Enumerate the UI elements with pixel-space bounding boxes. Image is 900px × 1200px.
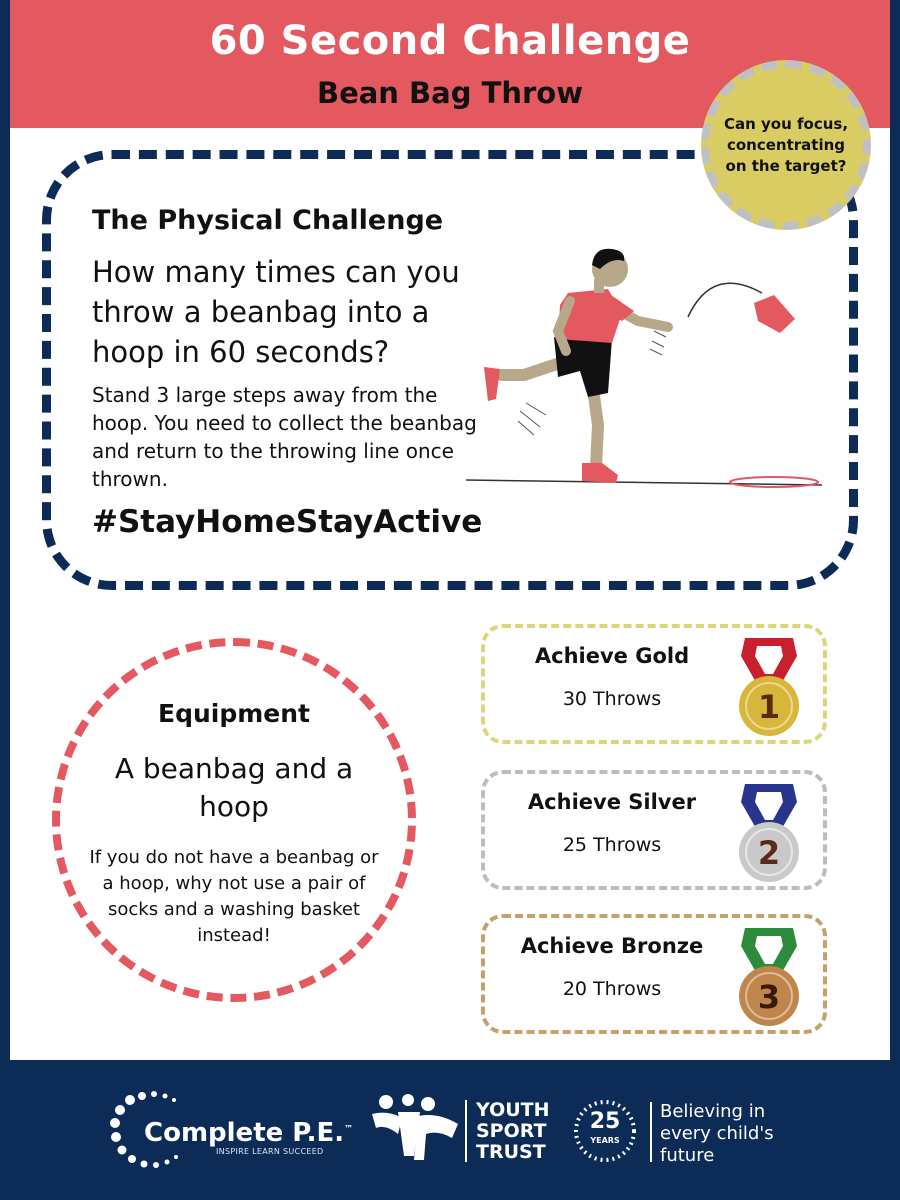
silver-medal-icon — [735, 784, 803, 886]
anniversary-number: 25 — [589, 1109, 621, 1134]
back-shoe — [484, 367, 500, 401]
equipment-items: A beanbag and a hoop — [114, 752, 354, 823]
gold-medal-card — [481, 624, 827, 744]
bronze-medal-card — [481, 914, 827, 1034]
medal-title: Achieve Silver — [527, 790, 697, 814]
hashtag: #StayHomeStayActive — [92, 504, 483, 540]
focus-badge-text: Can you focus, concentrating on the target? — [723, 114, 849, 175]
page-title: 60 Second Challenge — [209, 18, 691, 64]
front-shoe — [582, 463, 618, 483]
medal-throws: 30 Throws — [562, 688, 662, 710]
left-navy-border — [0, 0, 10, 1060]
medal-title: Achieve Bronze — [520, 934, 704, 958]
medal-throws: 20 Throws — [562, 978, 662, 1000]
leg-motion-lines — [518, 403, 546, 435]
child-throwing-illustration — [462, 235, 842, 495]
silver-medal-card — [481, 770, 827, 890]
throw-arc — [688, 283, 762, 317]
challenge-instructions: Stand 3 large steps away from the hoop. You need to collect the beanbag and return to the throwing line once thrown. — [92, 383, 477, 491]
beanbag-icon — [754, 295, 795, 333]
challenge-question: How many times can you throw a beanbag into a hoop in 60 seconds? — [92, 255, 460, 369]
complete-pe-tagline: INSPIRE LEARN SUCCEED — [216, 1147, 324, 1156]
floor-line — [466, 480, 822, 485]
right-navy-border — [890, 0, 900, 1060]
hand-motion-lines — [650, 331, 666, 355]
equipment-note: If you do not have a beanbag or a hoop, why not use a pair of socks and a washing basket instead! — [89, 847, 379, 946]
svg-text:1: 1 — [757, 688, 781, 726]
anniversary-label: YEARS — [590, 1136, 620, 1145]
focus-badge — [701, 60, 871, 230]
svg-text:2: 2 — [757, 834, 781, 872]
complete-pe-name: Complete P.E.™ — [144, 1118, 354, 1148]
tagline-divider — [650, 1102, 652, 1162]
youth-sport-trust-name: YOUTH SPORT TRUST — [476, 1099, 550, 1163]
hoop-icon — [730, 477, 818, 487]
bronze-medal-icon — [735, 928, 803, 1030]
yst-divider — [465, 1100, 467, 1162]
footer-tagline: Believing in every child's future — [660, 1101, 774, 1166]
medal-throws: 25 Throws — [562, 834, 662, 856]
medal-title: Achieve Gold — [534, 644, 690, 668]
page-subtitle: Bean Bag Throw — [316, 76, 584, 110]
youth-sport-trust-logo-icon — [368, 1094, 464, 1166]
challenge-heading: The Physical Challenge — [92, 205, 444, 236]
equipment-heading: Equipment — [158, 699, 310, 728]
svg-text:3: 3 — [757, 978, 781, 1016]
gold-medal-icon — [735, 638, 803, 740]
